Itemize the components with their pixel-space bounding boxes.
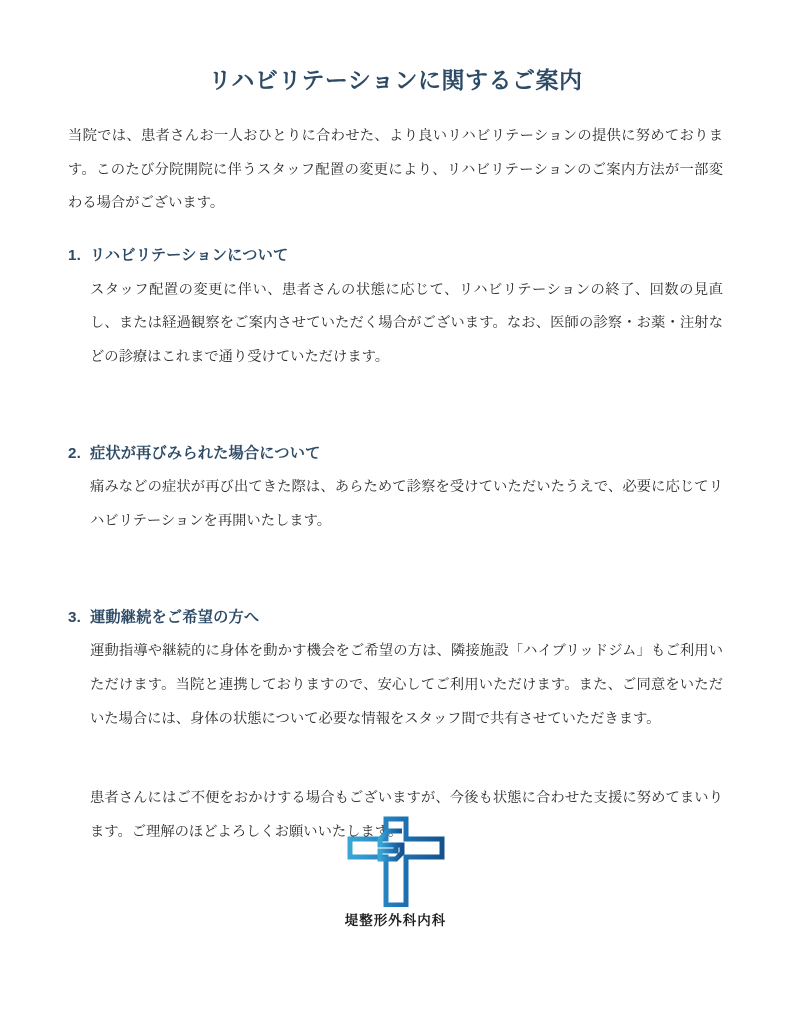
- section-1-number: 1.: [68, 246, 82, 264]
- intro-paragraph: 当院では、患者さんお一人おひとりに合わせた、より良いリハビリテーションの提供に努めております。このたび分院開院に伴うスタッフ配置の変更により、リハビリテーションのご案内方法が一部変わる場合がございます。: [68, 128, 723, 212]
- section-1-heading: [68, 221, 723, 269]
- section-1-body: スタッフ配置の変更に伴い、患者さんの状態に応じて、リハビリテーションの終了、回数の見直し、または経過観察をご案内させていただく場合がございます。なお、医師の診察・お薬・注射などの診療はこれまで通り受けていただけます。: [90, 281, 723, 365]
- section-1: [68, 221, 723, 375]
- section-2-number: 2.: [68, 444, 82, 462]
- section-1-spacer: [68, 375, 723, 419]
- clinic-name: 堤整形外科内科: [344, 913, 447, 928]
- section-3-body: 運動指導や継続的に身体を動かす機会をご希望の方は、隣接施設「ハイブリッドジム」もご利用いただけます。当院と連携しておりますので、安心してご利用いただけます。また、ご同意をいただいた場合には、身体の状態について必要な情報をスタッフ間で共有させていただきます。: [90, 643, 723, 727]
- section-2-body: 痛みなどの症状が再び出てきた際は、あらためて診察を受けていただいたうえで、必要に応じてリハビリテーションを再開いたします。: [90, 479, 723, 530]
- cross-clinic-logo-icon: [344, 815, 448, 907]
- section-2-spacer: [68, 539, 723, 583]
- section-2: [68, 419, 723, 539]
- page-title: リハビリテーションに関するご案内: [208, 67, 583, 93]
- closing-paragraph: 患者さんにはご不便をおかけする場合もございますが、今後も状態に合わせた支援に努めてまいります。ご理解のほどよろしくお願いいたします。: [90, 790, 723, 840]
- section-3-heading-label: 運動継続をご希望の方へ: [90, 608, 260, 626]
- section-3: [68, 583, 723, 737]
- section-2-heading-label: 症状が再びみられた場合について: [90, 444, 321, 462]
- section-1-heading-label: リハビリテーションについて: [90, 246, 289, 264]
- clinic-logo: [0, 815, 791, 929]
- section-3-heading: [68, 583, 723, 631]
- section-3-number: 3.: [68, 608, 82, 626]
- section-2-heading: [68, 419, 723, 467]
